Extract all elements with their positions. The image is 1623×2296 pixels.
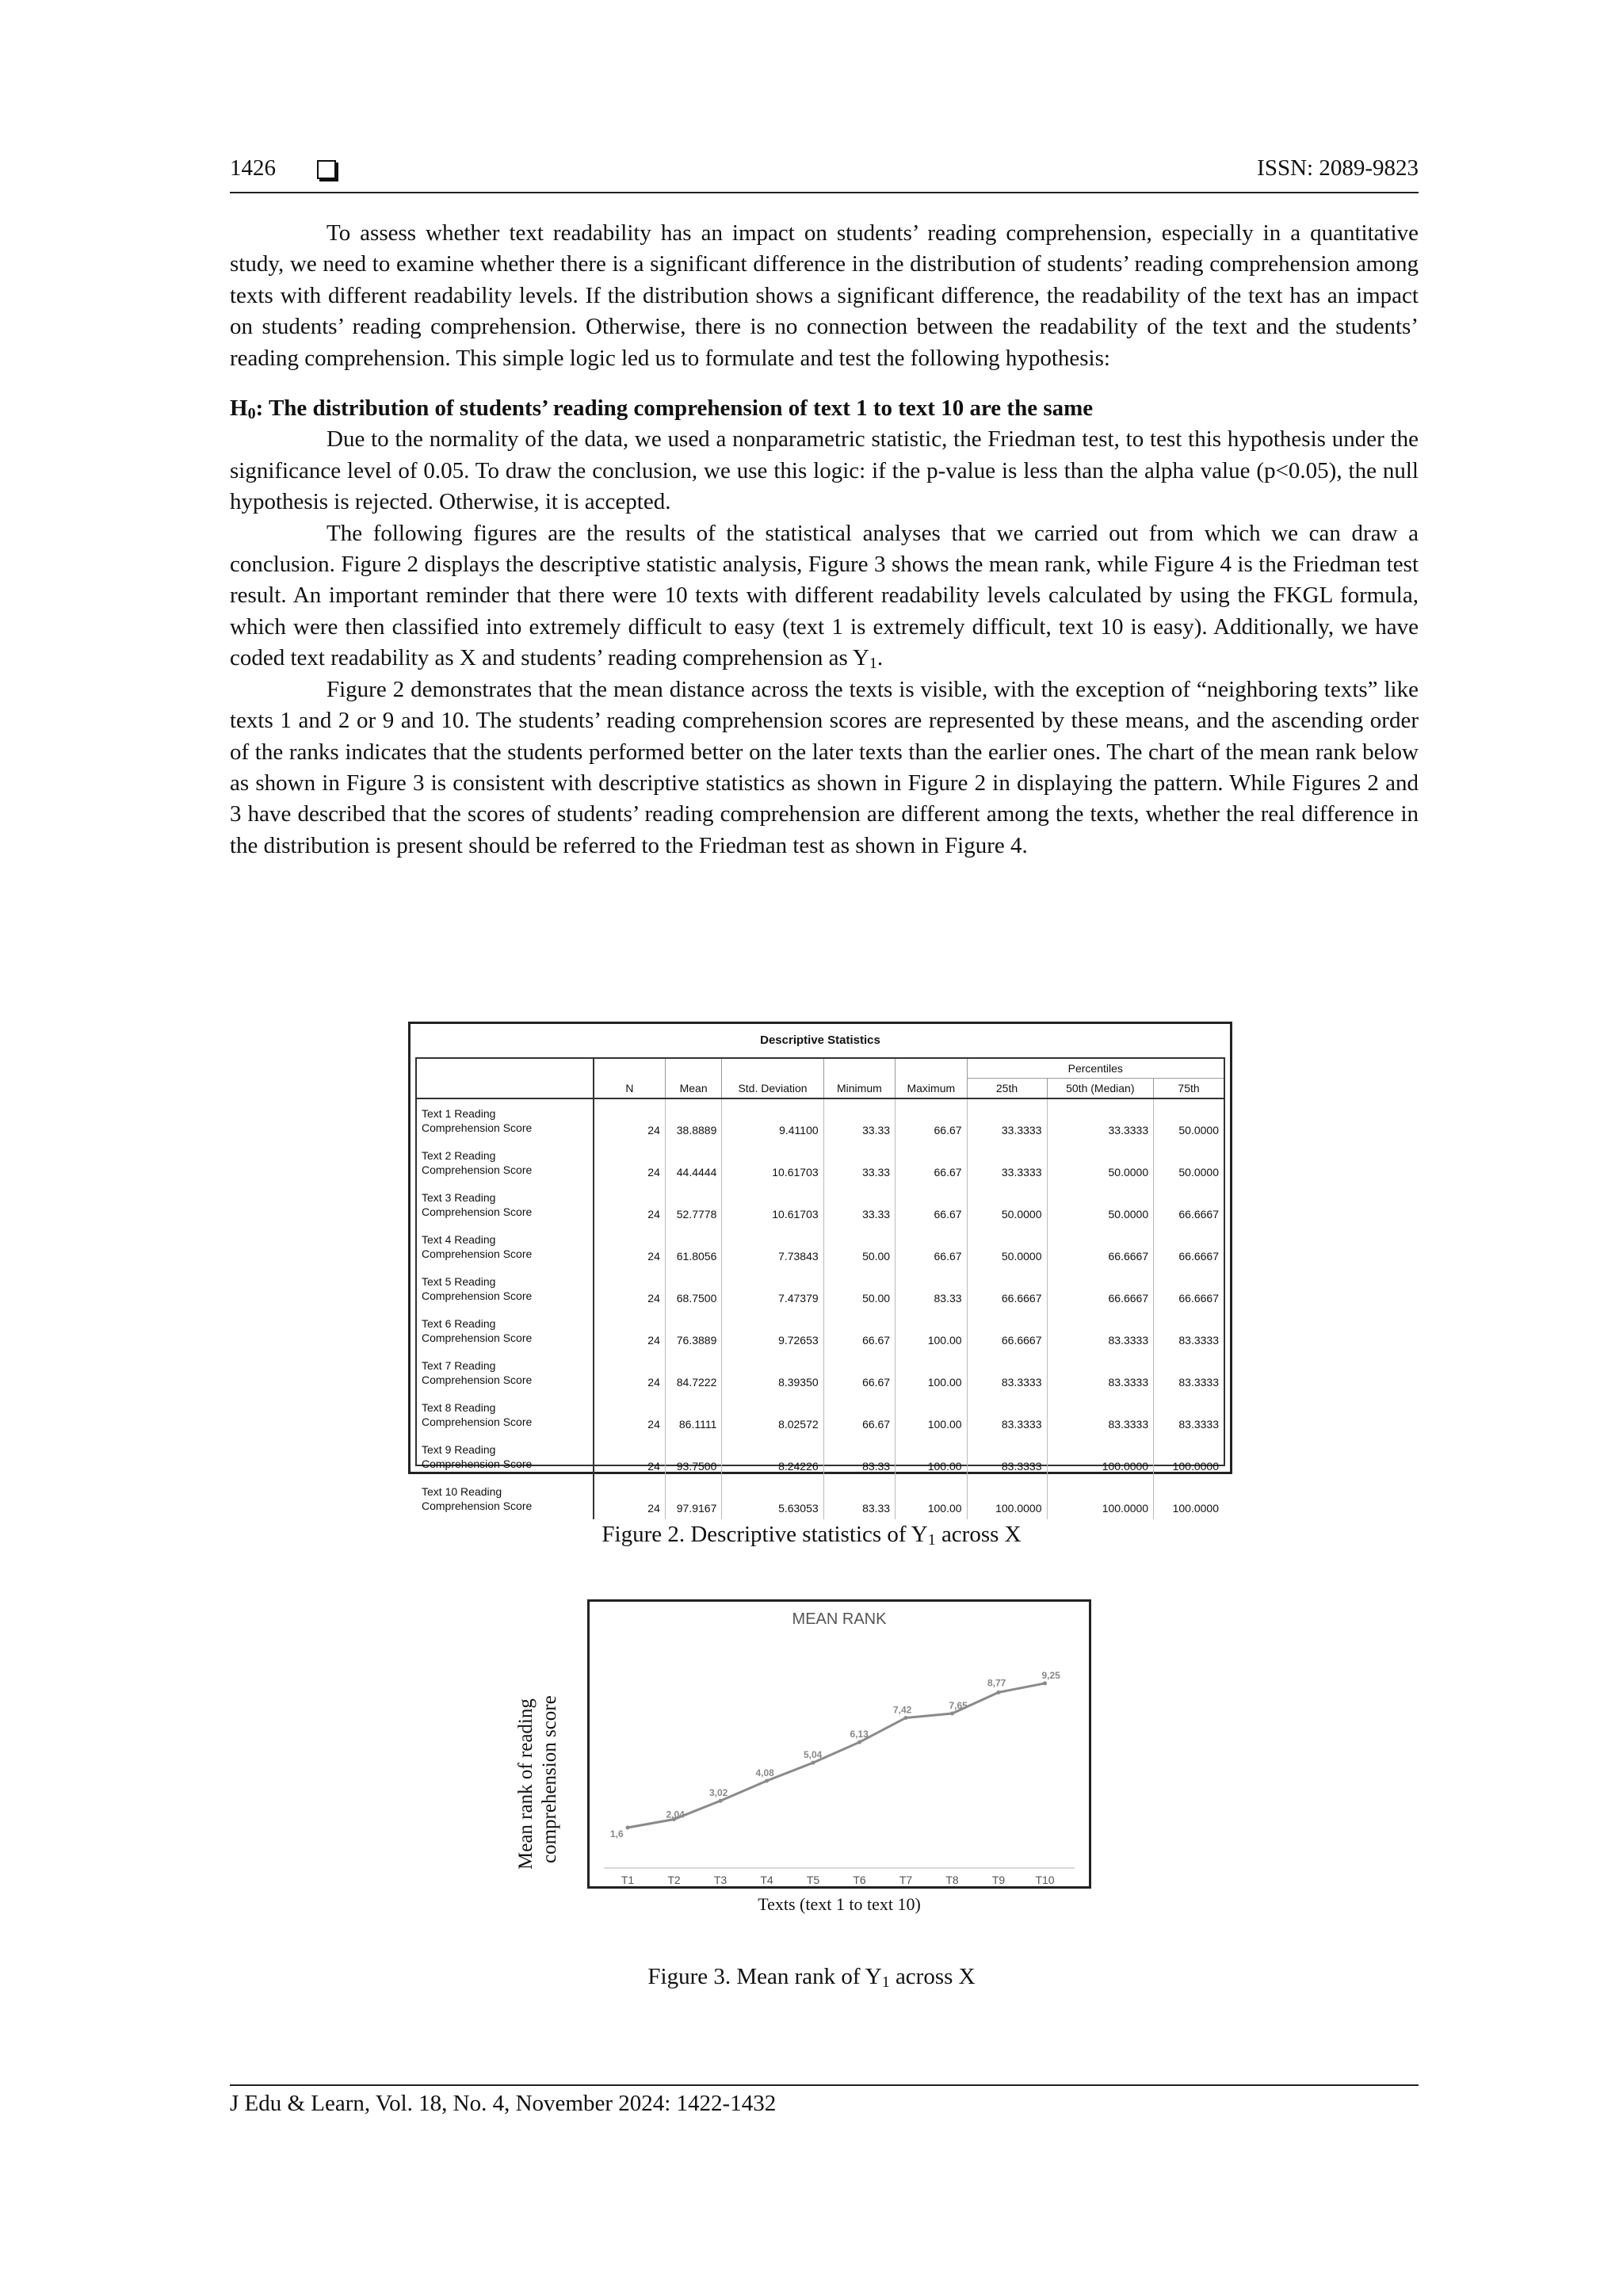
- x-tick-label: T6: [853, 1874, 866, 1886]
- column-header: Maximum: [896, 1079, 967, 1099]
- table-cell: 83.3333: [1154, 1351, 1224, 1393]
- paragraph-2: Due to the normality of the data, we used a nonparametric statistic, the Friedman test, to test this hypothesis under the significance level of 0.05. To draw the conclusion, we use this logic: if the p-value is less than the alpha value (p<0.05), the null hypothesis is rejected. Otherwise, it is accepted.: [230, 426, 1419, 515]
- x-tick-label: T1: [621, 1874, 635, 1886]
- table-cell: 76.3889: [665, 1309, 722, 1351]
- x-tick-label: T3: [713, 1874, 727, 1886]
- table-row: [417, 1141, 1224, 1183]
- table-cell: 100.0000: [1047, 1477, 1154, 1519]
- table-cell: 100.00: [896, 1351, 967, 1393]
- table-cell: 66.6667: [967, 1309, 1047, 1351]
- row-label-line2: Comprehension Score: [422, 1121, 533, 1134]
- chart-x-axis-label: Texts (text 1 to text 10): [758, 1894, 921, 1914]
- table-cell: 83.3333: [1047, 1309, 1154, 1351]
- table-row: [417, 1393, 1224, 1435]
- row-label-line2: Comprehension Score: [422, 1247, 533, 1260]
- column-header: 50th (Median): [1047, 1079, 1154, 1099]
- table-cell: 83.33: [823, 1435, 895, 1477]
- x-tick-label: T8: [945, 1874, 959, 1886]
- table-cell: 10.61703: [722, 1183, 823, 1225]
- table-cell: 50.00: [823, 1267, 895, 1309]
- chart-title: MEAN RANK: [792, 1610, 887, 1628]
- table-cell: 66.67: [896, 1098, 967, 1141]
- table-cell: 66.67: [896, 1183, 967, 1225]
- page-footer: J Edu & Learn, Vol. 18, No. 4, November 2024: 1422-1432: [230, 2084, 1419, 2117]
- paragraph-3-main: The following figures are the results of the statistical analyses that we carried out from which we can draw a conclusion. Figure 2 displays the descriptive statistic analysis, Figure 3 shows the mean rank, while Figure 4 is the Friedman test result. An important reminder that there were 10 texts with different readability levels calculated by using the FKGL formula, which were then classified into extremely difficult to easy (text 1 is extremely difficult, text 10 is easy). Additionally, we have coded text readability as X and students’ reading comprehension as Y: [230, 520, 1419, 671]
- table-cell: 83.3333: [967, 1351, 1047, 1393]
- x-tick-label: T7: [899, 1874, 913, 1886]
- hypothesis-heading: [230, 393, 1419, 424]
- table-cell: 66.6667: [1154, 1183, 1224, 1225]
- x-tick-label: T4: [760, 1874, 773, 1886]
- data-label: 5,04: [804, 1749, 823, 1761]
- table-cell: 84.7222: [665, 1351, 722, 1393]
- page-header: [230, 155, 1419, 193]
- table-cell: 93.7500: [665, 1435, 722, 1477]
- y-label-line1: Mean rank of reading: [515, 1698, 537, 1870]
- table-cell: 33.3333: [1047, 1098, 1154, 1141]
- row-label-line1: Text 2 Reading: [422, 1148, 496, 1162]
- table-cell: 83.33: [823, 1477, 895, 1519]
- page-number: 1426: [230, 155, 276, 181]
- table-cell: 83.3333: [967, 1393, 1047, 1435]
- x-tick-label: T10: [1035, 1874, 1055, 1886]
- issn: ISSN: 2089-9823: [1257, 155, 1419, 181]
- table-cell: 24: [594, 1351, 665, 1393]
- table-cell: 33.3333: [967, 1098, 1047, 1141]
- fig2-caption-sub: 1: [927, 1531, 936, 1549]
- table-row: [417, 1183, 1224, 1225]
- table-cell: 44.4444: [665, 1141, 722, 1183]
- table-title: Descriptive Statistics: [760, 1033, 880, 1047]
- table-cell: 33.33: [823, 1183, 895, 1225]
- table-frame: [415, 1057, 1225, 1515]
- row-label: [417, 1435, 594, 1477]
- table-cell: 24: [594, 1098, 665, 1141]
- table-cell: 100.00: [896, 1309, 967, 1351]
- table-cell: 50.0000: [967, 1225, 1047, 1267]
- table-cell: 66.6667: [967, 1267, 1047, 1309]
- row-label-line1: Text 5 Reading: [422, 1274, 496, 1288]
- fig3-caption-sub: 1: [881, 1973, 890, 1991]
- mean-rank-line: [628, 1683, 1045, 1828]
- table-row: [417, 1477, 1224, 1519]
- data-label: 7,65: [949, 1700, 968, 1712]
- fig3-caption-post: across X: [889, 1964, 976, 1989]
- data-point: [857, 1740, 861, 1744]
- table-cell: 7.47379: [722, 1267, 823, 1309]
- row-label-line2: Comprehension Score: [422, 1373, 533, 1386]
- row-label: [417, 1477, 594, 1519]
- table-cell: 83.3333: [1047, 1393, 1154, 1435]
- row-label-line2: Comprehension Score: [422, 1331, 533, 1344]
- table-cell: 24: [594, 1141, 665, 1183]
- table-cell: 68.7500: [665, 1267, 722, 1309]
- table-cell: 61.8056: [665, 1225, 722, 1267]
- table-cell: 33.33: [823, 1141, 895, 1183]
- table-cell: 100.0000: [1154, 1435, 1224, 1477]
- column-header: 75th: [1154, 1079, 1224, 1099]
- data-label: 1,6: [610, 1828, 624, 1839]
- row-label-line2: Comprehension Score: [422, 1205, 533, 1218]
- column-header: N: [594, 1079, 665, 1099]
- table-cell: 24: [594, 1225, 665, 1267]
- table-cell: 100.00: [896, 1393, 967, 1435]
- row-label-line1: Text 3 Reading: [422, 1190, 496, 1204]
- row-label-line1: Text 1 Reading: [422, 1106, 496, 1120]
- descriptive-statistics-figure: [408, 1022, 1232, 1515]
- table-cell: 9.72653: [722, 1309, 823, 1351]
- table-cell: 50.0000: [1047, 1141, 1154, 1183]
- row-label-line2: Comprehension Score: [422, 1457, 533, 1470]
- chart-svg: [590, 1602, 1089, 1886]
- table-cell: 66.67: [896, 1141, 967, 1183]
- table-row: [417, 1267, 1224, 1309]
- table-cell: 24: [594, 1267, 665, 1309]
- row-label-line1: Text 8 Reading: [422, 1400, 496, 1414]
- table-cell: 100.0000: [1154, 1477, 1224, 1519]
- descriptive-statistics-table: [417, 1059, 1224, 1519]
- chart-y-axis-label: [515, 1662, 560, 1870]
- table-cell: 50.0000: [967, 1183, 1047, 1225]
- row-label-line2: Comprehension Score: [422, 1415, 533, 1428]
- row-label: [417, 1098, 594, 1141]
- paragraph-1: To assess whether text readability has an impact on students’ reading comprehension, especially in a quantitative study, we need to examine whether there is a significant difference in the distribution of students’ reading comprehension among texts with different readability levels. If the distribution shows a significant difference, the readability of the text has an impact on students’ reading comprehension. Otherwise, there is no connection between the readability of the text and the students’ reading comprehension. This simple logic led us to formulate and test the following hypothesis:: [230, 220, 1419, 371]
- table-cell: 83.3333: [967, 1435, 1047, 1477]
- data-point: [950, 1712, 954, 1716]
- x-tick-label: T9: [991, 1874, 1006, 1886]
- table-cell: 9.41100: [722, 1098, 823, 1141]
- square-icon: [317, 160, 336, 179]
- percentiles-header: Percentiles: [967, 1059, 1224, 1079]
- table-cell: 66.67: [823, 1309, 895, 1351]
- table-cell: 100.00: [896, 1435, 967, 1477]
- paragraph-3-sub: 1: [869, 655, 877, 673]
- figure-3-caption: [0, 1964, 1623, 1990]
- row-label-line1: Text 6 Reading: [422, 1316, 496, 1330]
- row-label: [417, 1183, 594, 1225]
- fig3-caption-pre: Figure 3. Mean rank of Y: [647, 1964, 882, 1989]
- paragraph-4: Figure 2 demonstrates that the mean distance across the texts is visible, with the exception of “neighboring texts” like texts 1 and 2 or 9 and 10. The students’ reading comprehension scores are represented by these means, and the ascending order of the ranks indicates that the students performed better on the later texts than the earlier ones. The chart of the mean rank below as shown in Figure 3 is consistent with descriptive statistics as shown in Figure 2 in displaying the pattern. While Figures 2 and 3 have described that the scores of students’ reading comprehension are different among the texts, whether the real difference in the distribution is present should be referred to the Friedman test as shown in Figure 4.: [230, 676, 1419, 858]
- data-point: [626, 1826, 630, 1830]
- y-label-line2: comprehension score: [539, 1695, 560, 1863]
- table-cell: 66.6667: [1047, 1267, 1154, 1309]
- table-cell: 100.0000: [1047, 1435, 1154, 1477]
- fig2-caption-pre: Figure 2. Descriptive statistics of Y: [601, 1522, 928, 1547]
- data-label: 3,02: [709, 1787, 728, 1799]
- table-cell: 8.24226: [722, 1435, 823, 1477]
- table-cell: 24: [594, 1435, 665, 1477]
- data-point: [812, 1761, 815, 1765]
- table-cell: 24: [594, 1309, 665, 1351]
- table-cell: 83.3333: [1154, 1393, 1224, 1435]
- table-cell: 8.02572: [722, 1393, 823, 1435]
- table-row: [417, 1351, 1224, 1393]
- table-cell: 7.73843: [722, 1225, 823, 1267]
- hypothesis-prefix: H: [230, 395, 248, 422]
- table-row: [417, 1098, 1224, 1141]
- mean-rank-chart: [587, 1599, 1091, 1889]
- row-label: [417, 1393, 594, 1435]
- column-header: Minimum: [823, 1079, 895, 1099]
- data-point: [904, 1716, 908, 1720]
- row-label: [417, 1225, 594, 1267]
- row-label-line1: Text 7 Reading: [422, 1358, 496, 1372]
- row-label: [417, 1267, 594, 1309]
- table-cell: 52.7778: [665, 1183, 722, 1225]
- row-label-line1: Text 9 Reading: [422, 1442, 496, 1456]
- table-cell: 10.61703: [722, 1141, 823, 1183]
- table-cell: 66.67: [823, 1393, 895, 1435]
- column-header: Std. Deviation: [722, 1079, 823, 1099]
- data-point: [765, 1778, 769, 1782]
- table-cell: 38.8889: [665, 1098, 722, 1141]
- paragraph-3-end: .: [876, 645, 884, 671]
- column-header: Mean: [665, 1079, 722, 1099]
- table-cell: 66.67: [823, 1351, 895, 1393]
- table-cell: 8.39350: [722, 1351, 823, 1393]
- table-cell: 97.9167: [665, 1477, 722, 1519]
- table-cell: 100.00: [896, 1477, 967, 1519]
- table-cell: 33.3333: [967, 1141, 1047, 1183]
- table-cell: 100.0000: [967, 1477, 1047, 1519]
- data-label: 9,25: [1041, 1669, 1060, 1681]
- hypothesis-sub: 0: [247, 405, 256, 423]
- data-label: 8,77: [987, 1677, 1006, 1689]
- table-cell: 5.63053: [722, 1477, 823, 1519]
- figure-2-caption: [0, 1522, 1623, 1548]
- data-label: 2,04: [666, 1809, 685, 1820]
- row-label: [417, 1141, 594, 1183]
- paragraph-3: [230, 518, 1419, 674]
- row-label-line1: Text 4 Reading: [422, 1232, 496, 1246]
- row-label-line2: Comprehension Score: [422, 1289, 533, 1302]
- data-point: [997, 1690, 1001, 1694]
- data-point: [719, 1799, 723, 1803]
- row-label-line2: Comprehension Score: [422, 1163, 533, 1176]
- table-cell: 24: [594, 1393, 665, 1435]
- hypothesis-text: : The distribution of students’ reading comprehension of text 1 to text 10 are the same: [255, 395, 1094, 422]
- table-cell: 50.00: [823, 1225, 895, 1267]
- table-row: [417, 1225, 1224, 1267]
- data-label: 6,13: [850, 1729, 869, 1740]
- row-label-line2: Comprehension Score: [422, 1499, 533, 1512]
- data-label: 7,42: [893, 1704, 912, 1716]
- table-cell: 83.3333: [1047, 1351, 1154, 1393]
- table-cell: 66.67: [896, 1225, 967, 1267]
- table-cell: 66.6667: [1154, 1267, 1224, 1309]
- data-label: 4,08: [755, 1767, 774, 1778]
- table-row: [417, 1309, 1224, 1351]
- row-label: [417, 1309, 594, 1351]
- fig2-caption-post: across X: [935, 1522, 1022, 1547]
- table-cell: 50.0000: [1047, 1183, 1154, 1225]
- table-cell: 86.1111: [665, 1393, 722, 1435]
- row-label: [417, 1351, 594, 1393]
- table-cell: 24: [594, 1183, 665, 1225]
- column-header: 25th: [967, 1079, 1047, 1099]
- row-label-line1: Text 10 Reading: [422, 1484, 502, 1498]
- body-text: [230, 218, 1419, 861]
- table-cell: 33.33: [823, 1098, 895, 1141]
- table-row: [417, 1435, 1224, 1477]
- table-cell: 24: [594, 1477, 665, 1519]
- x-tick-label: T5: [806, 1874, 820, 1886]
- x-tick-label: T2: [667, 1874, 681, 1886]
- table-cell: 66.6667: [1047, 1225, 1154, 1267]
- data-point: [1043, 1681, 1047, 1685]
- table-cell: 83.33: [896, 1267, 967, 1309]
- table-cell: 50.0000: [1154, 1141, 1224, 1183]
- table-cell: 66.6667: [1154, 1225, 1224, 1267]
- table-cell: 50.0000: [1154, 1098, 1224, 1141]
- table-cell: 83.3333: [1154, 1309, 1224, 1351]
